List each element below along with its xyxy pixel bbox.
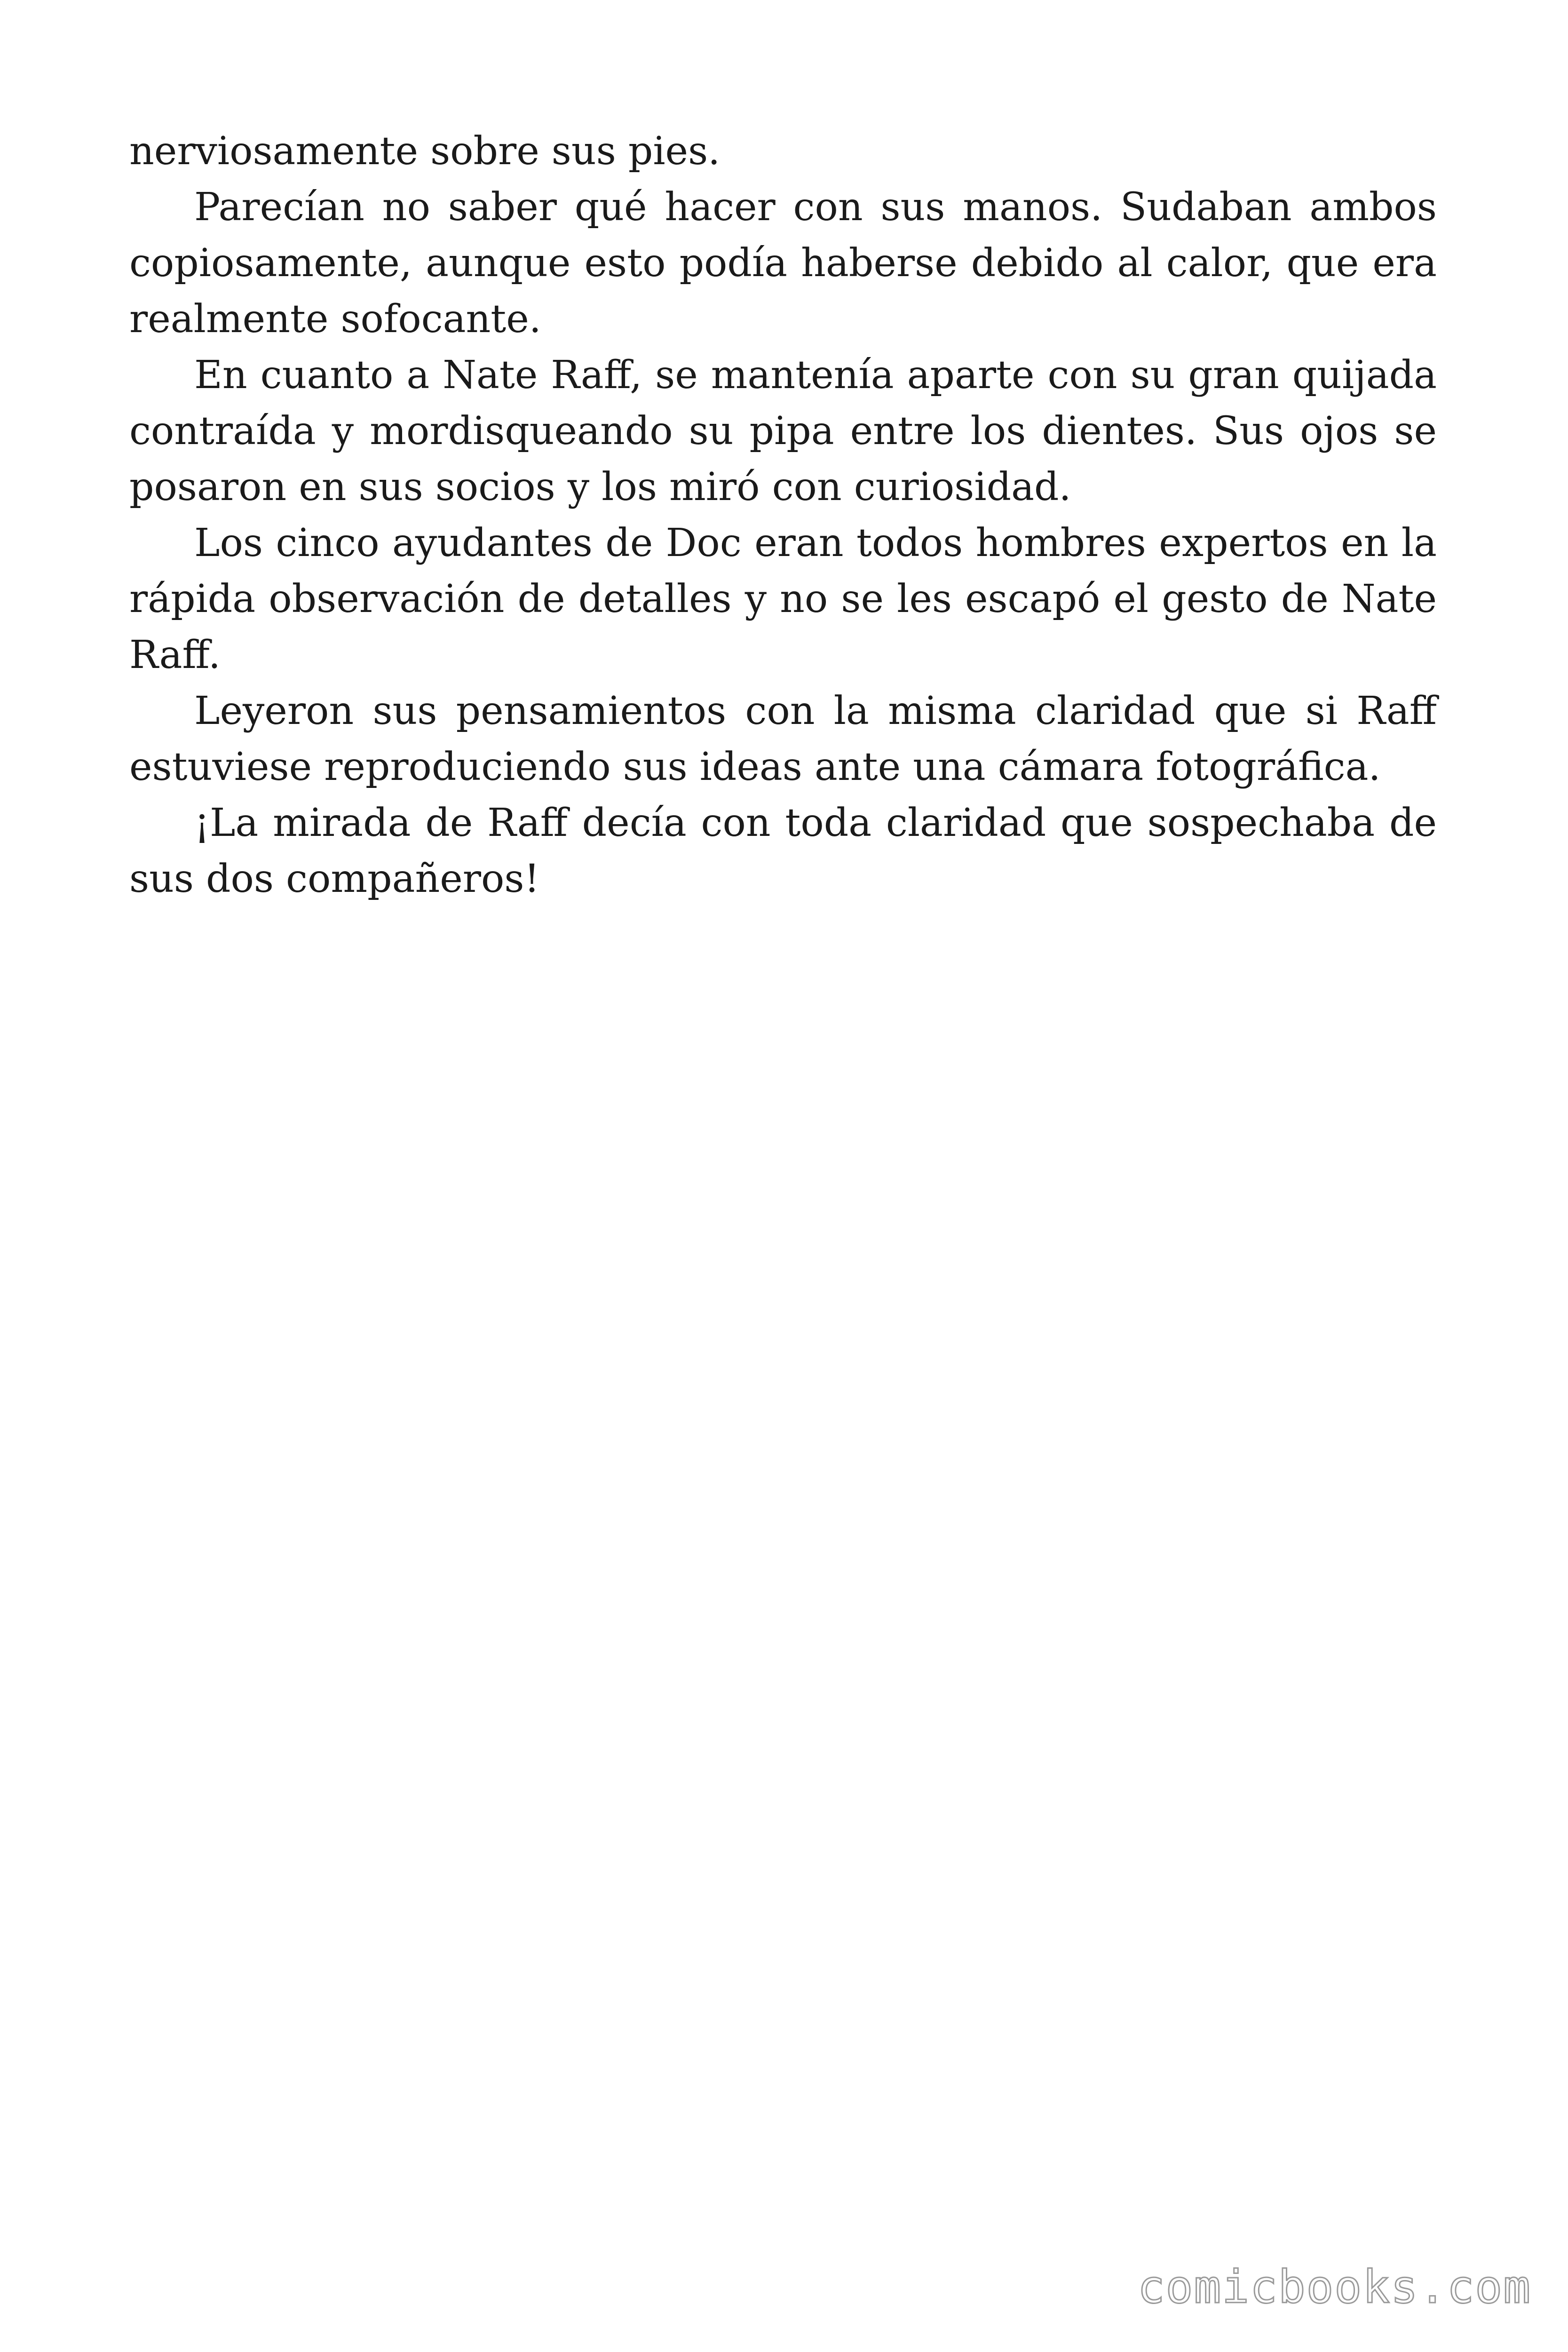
paragraph: Parecían no saber qué hacer con sus manos. Sudaban ambos copiosamente, aunque esto podía haberse debido al calor, que era realmente sofocante.: [129, 185, 1437, 342]
watermark: comicbooks.com: [1137, 2261, 1531, 2313]
paragraph: Leyeron sus pensamientos con la misma claridad que si Raff estuviese reproduciendo sus ideas ante una cámara fotográfica.: [129, 689, 1437, 789]
paragraph: Los cinco ayudantes de Doc eran todos hombres expertos en la rápida observación de detalles y no se les escapó el gesto de Nate Raff.: [129, 521, 1437, 677]
paragraph: ¡La mirada de Raff decía con toda claridad que sospechaba de sus dos compañeros!: [129, 801, 1437, 901]
paragraph-continuation: nerviosamente sobre sus pies.: [129, 129, 721, 174]
body-text: [129, 123, 1437, 907]
paragraph: En cuanto a Nate Raff, se mantenía aparte con su gran quijada contraída y mordisqueando su pipa entre los dientes. Sus ojos se posaron en sus socios y los miró con curiosidad.: [129, 353, 1437, 509]
